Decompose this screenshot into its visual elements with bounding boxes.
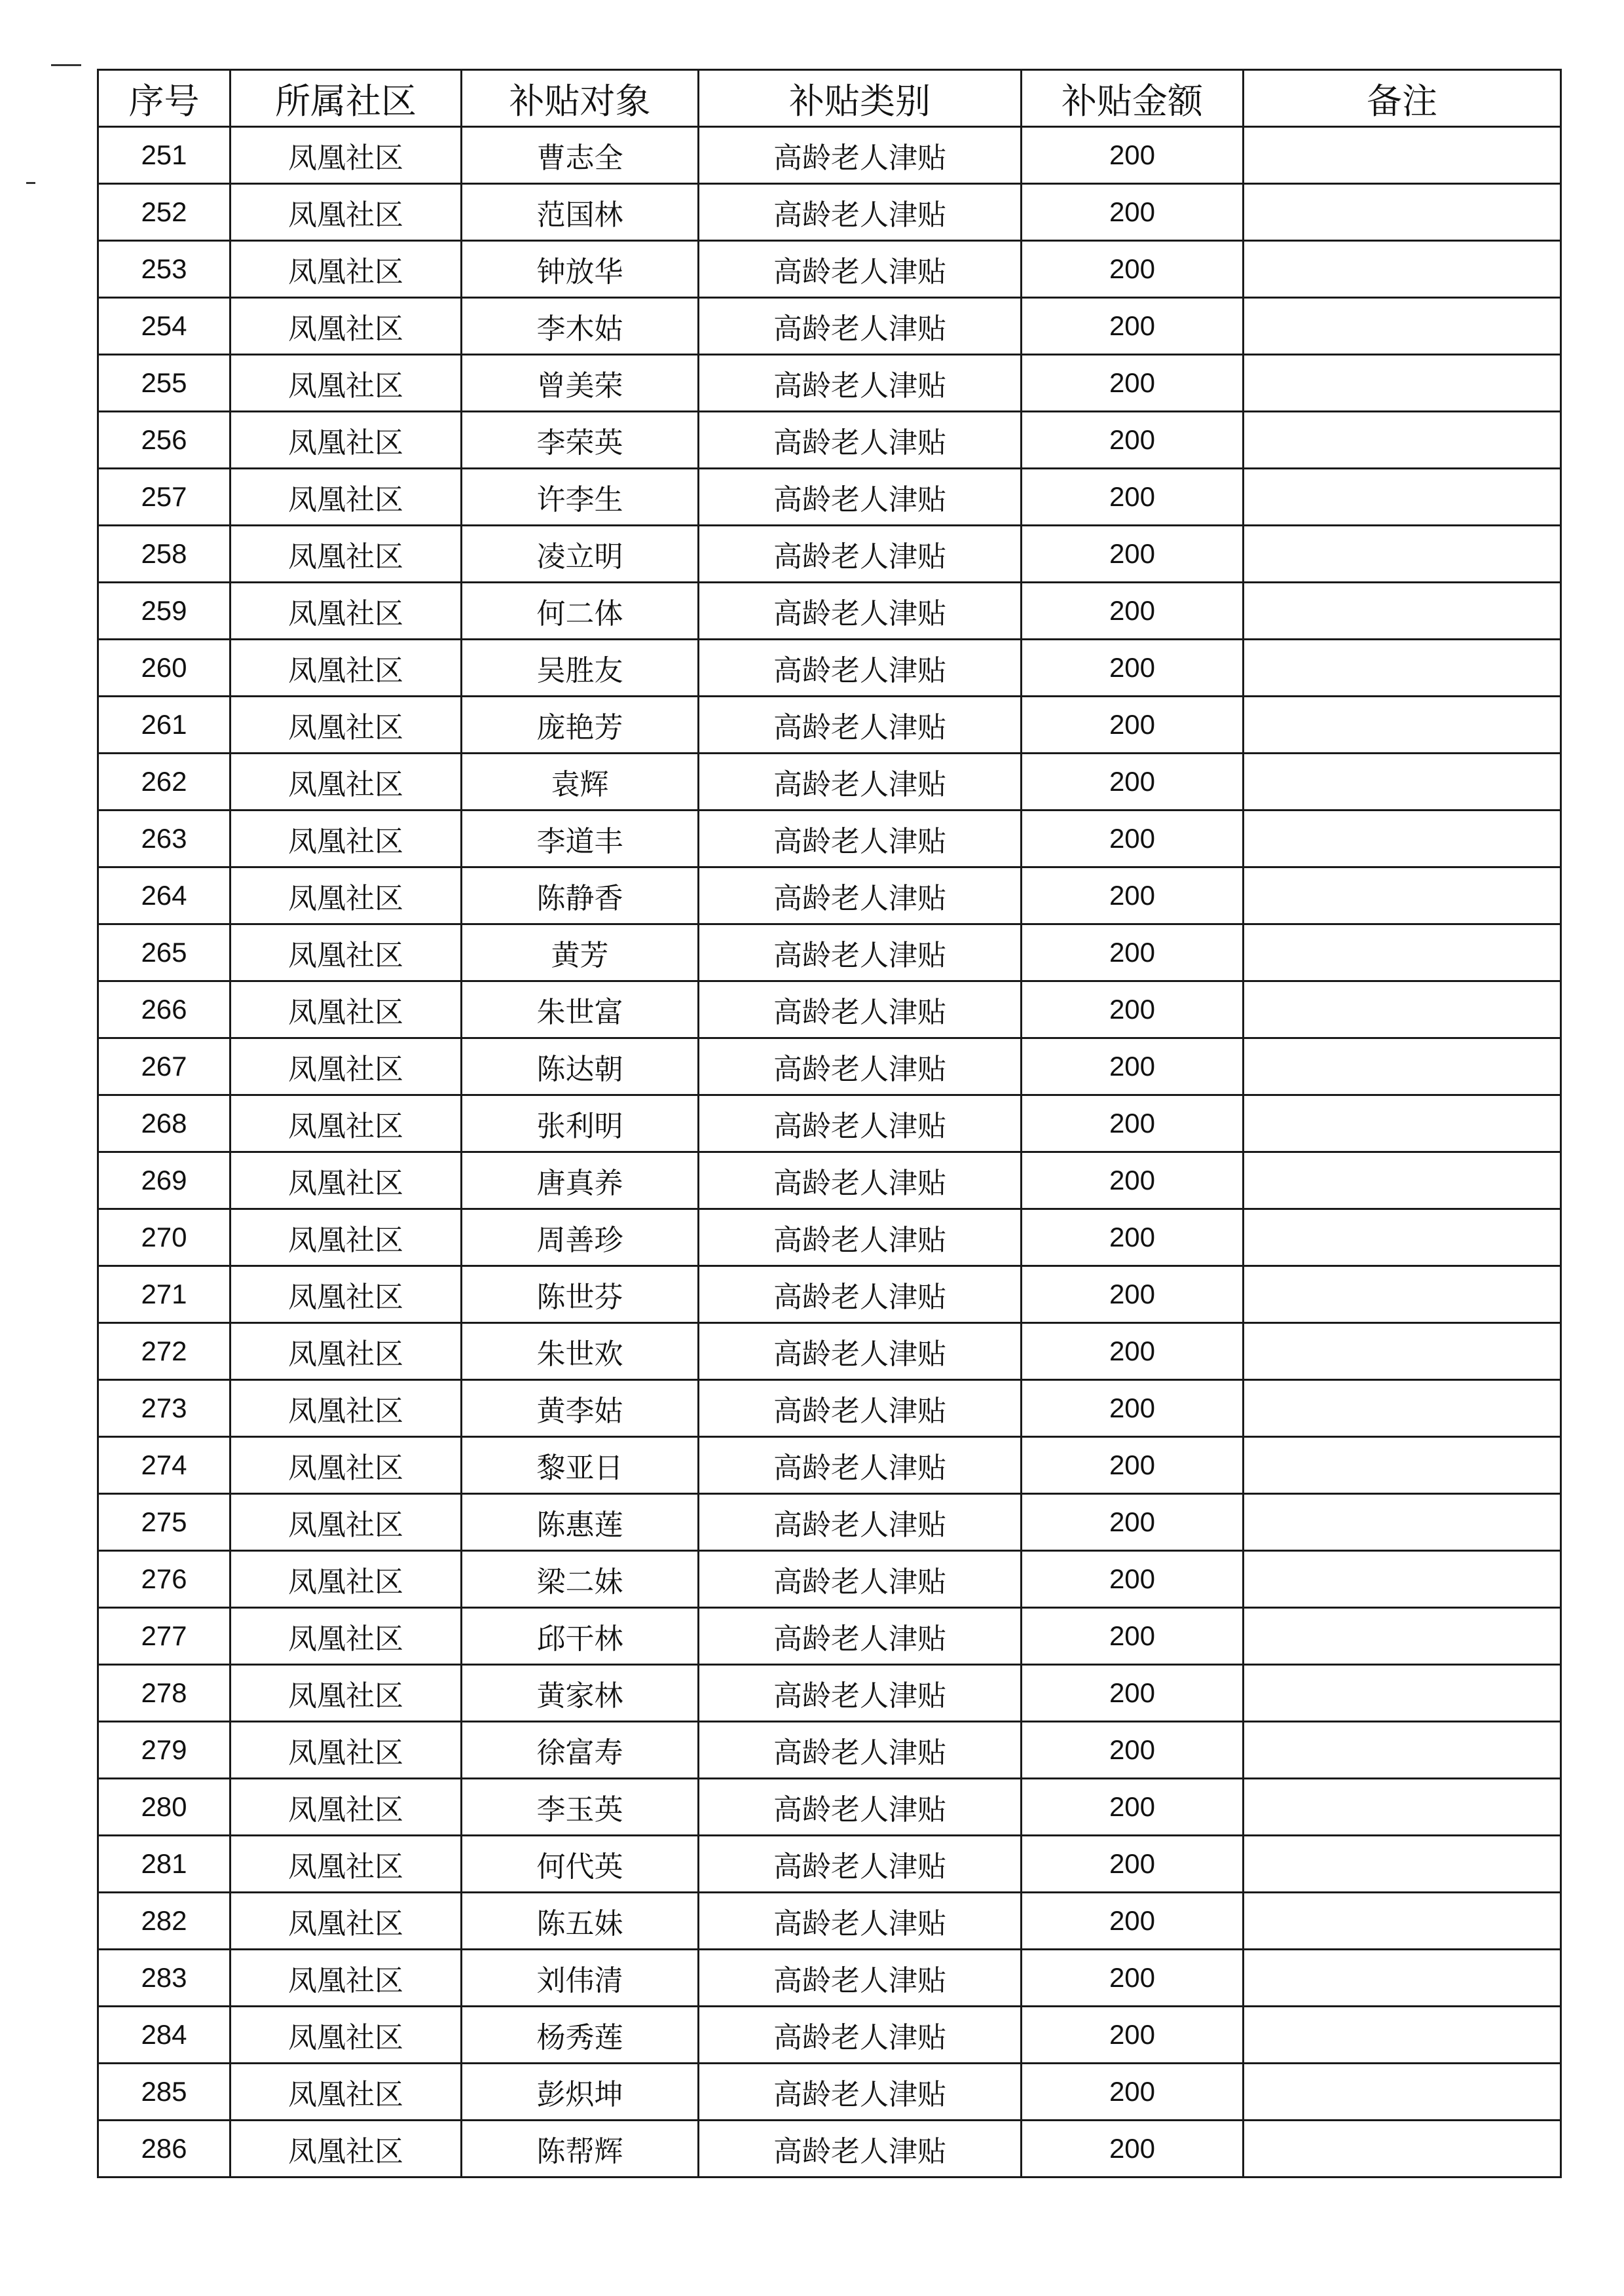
cell-recipient: 李荣英 xyxy=(462,412,699,469)
cell-remark xyxy=(1244,1893,1561,1950)
cell-index: 259 xyxy=(98,583,231,640)
cell-amount: 200 xyxy=(1022,1665,1244,1722)
cell-category: 高龄老人津贴 xyxy=(699,1722,1022,1779)
cell-remark xyxy=(1244,526,1561,583)
cell-community: 凤凰社区 xyxy=(231,1722,462,1779)
cell-index: 277 xyxy=(98,1608,231,1665)
cell-recipient: 陈达朝 xyxy=(462,1038,699,1095)
cell-community: 凤凰社区 xyxy=(231,1665,462,1722)
cell-amount: 200 xyxy=(1022,1095,1244,1152)
header-remark: 备注 xyxy=(1244,70,1561,127)
cell-community: 凤凰社区 xyxy=(231,1380,462,1437)
table-row xyxy=(98,1893,1561,1950)
cell-community: 凤凰社区 xyxy=(231,241,462,298)
cell-recipient: 黎亚日 xyxy=(462,1437,699,1494)
cell-community: 凤凰社区 xyxy=(231,355,462,412)
header-category: 补贴类别 xyxy=(699,70,1022,127)
cell-community: 凤凰社区 xyxy=(231,1323,462,1380)
cell-category: 高龄老人津贴 xyxy=(699,355,1022,412)
cell-remark xyxy=(1244,241,1561,298)
cell-remark xyxy=(1244,583,1561,640)
cell-amount: 200 xyxy=(1022,640,1244,697)
scan-mark xyxy=(51,64,81,66)
cell-index: 253 xyxy=(98,241,231,298)
cell-amount: 200 xyxy=(1022,1038,1244,1095)
cell-recipient: 凌立明 xyxy=(462,526,699,583)
cell-remark xyxy=(1244,1209,1561,1266)
cell-category: 高龄老人津贴 xyxy=(699,1551,1022,1608)
cell-remark xyxy=(1244,1608,1561,1665)
cell-amount: 200 xyxy=(1022,2007,1244,2064)
cell-remark xyxy=(1244,412,1561,469)
cell-amount: 200 xyxy=(1022,1893,1244,1950)
cell-category: 高龄老人津贴 xyxy=(699,184,1022,241)
cell-community: 凤凰社区 xyxy=(231,1437,462,1494)
table-row xyxy=(98,2121,1561,2178)
cell-amount: 200 xyxy=(1022,1608,1244,1665)
cell-remark xyxy=(1244,640,1561,697)
cell-amount: 200 xyxy=(1022,2064,1244,2121)
header-row xyxy=(98,70,1561,127)
cell-remark xyxy=(1244,924,1561,981)
cell-remark xyxy=(1244,298,1561,355)
cell-recipient: 许李生 xyxy=(462,469,699,526)
cell-recipient: 范国林 xyxy=(462,184,699,241)
cell-community: 凤凰社区 xyxy=(231,1209,462,1266)
cell-community: 凤凰社区 xyxy=(231,1152,462,1209)
cell-recipient: 李木姑 xyxy=(462,298,699,355)
cell-community: 凤凰社区 xyxy=(231,1608,462,1665)
cell-community: 凤凰社区 xyxy=(231,2007,462,2064)
cell-category: 高龄老人津贴 xyxy=(699,583,1022,640)
table-row xyxy=(98,1608,1561,1665)
cell-community: 凤凰社区 xyxy=(231,127,462,184)
cell-index: 270 xyxy=(98,1209,231,1266)
cell-recipient: 彭炽坤 xyxy=(462,2064,699,2121)
cell-index: 271 xyxy=(98,1266,231,1323)
cell-category: 高龄老人津贴 xyxy=(699,1608,1022,1665)
cell-community: 凤凰社区 xyxy=(231,867,462,924)
cell-amount: 200 xyxy=(1022,583,1244,640)
cell-category: 高龄老人津贴 xyxy=(699,1095,1022,1152)
cell-amount: 200 xyxy=(1022,981,1244,1038)
cell-recipient: 陈帮辉 xyxy=(462,2121,699,2178)
cell-recipient: 何代英 xyxy=(462,1836,699,1893)
cell-remark xyxy=(1244,2121,1561,2178)
cell-amount: 200 xyxy=(1022,1722,1244,1779)
cell-remark xyxy=(1244,1950,1561,2007)
cell-recipient: 朱世富 xyxy=(462,981,699,1038)
cell-community: 凤凰社区 xyxy=(231,526,462,583)
cell-category: 高龄老人津贴 xyxy=(699,811,1022,867)
cell-recipient: 黄家林 xyxy=(462,1665,699,1722)
table-row xyxy=(98,1722,1561,1779)
cell-category: 高龄老人津贴 xyxy=(699,127,1022,184)
cell-recipient: 邱干林 xyxy=(462,1608,699,1665)
cell-amount: 200 xyxy=(1022,1494,1244,1551)
cell-index: 279 xyxy=(98,1722,231,1779)
cell-category: 高龄老人津贴 xyxy=(699,1323,1022,1380)
header-community: 所属社区 xyxy=(231,70,462,127)
cell-index: 284 xyxy=(98,2007,231,2064)
cell-community: 凤凰社区 xyxy=(231,184,462,241)
cell-category: 高龄老人津贴 xyxy=(699,924,1022,981)
cell-amount: 200 xyxy=(1022,355,1244,412)
table-body xyxy=(98,127,1561,2178)
cell-community: 凤凰社区 xyxy=(231,924,462,981)
cell-index: 254 xyxy=(98,298,231,355)
table-row xyxy=(98,2064,1561,2121)
subsidy-table xyxy=(97,69,1562,2178)
cell-index: 269 xyxy=(98,1152,231,1209)
cell-index: 275 xyxy=(98,1494,231,1551)
cell-category: 高龄老人津贴 xyxy=(699,1266,1022,1323)
cell-remark xyxy=(1244,355,1561,412)
cell-community: 凤凰社区 xyxy=(231,298,462,355)
cell-index: 276 xyxy=(98,1551,231,1608)
table-row xyxy=(98,526,1561,583)
cell-amount: 200 xyxy=(1022,924,1244,981)
cell-remark xyxy=(1244,811,1561,867)
cell-category: 高龄老人津贴 xyxy=(699,1893,1022,1950)
cell-community: 凤凰社区 xyxy=(231,469,462,526)
cell-recipient: 陈静香 xyxy=(462,867,699,924)
cell-category: 高龄老人津贴 xyxy=(699,1665,1022,1722)
cell-amount: 200 xyxy=(1022,1266,1244,1323)
cell-remark xyxy=(1244,697,1561,754)
cell-community: 凤凰社区 xyxy=(231,1095,462,1152)
cell-recipient: 陈惠莲 xyxy=(462,1494,699,1551)
cell-remark xyxy=(1244,981,1561,1038)
cell-amount: 200 xyxy=(1022,1209,1244,1266)
cell-category: 高龄老人津贴 xyxy=(699,981,1022,1038)
cell-amount: 200 xyxy=(1022,526,1244,583)
cell-index: 264 xyxy=(98,867,231,924)
table-row xyxy=(98,241,1561,298)
cell-category: 高龄老人津贴 xyxy=(699,241,1022,298)
table-row xyxy=(98,412,1561,469)
cell-community: 凤凰社区 xyxy=(231,1551,462,1608)
cell-community: 凤凰社区 xyxy=(231,697,462,754)
cell-remark xyxy=(1244,1095,1561,1152)
table-row xyxy=(98,298,1561,355)
cell-remark xyxy=(1244,184,1561,241)
table-row xyxy=(98,811,1561,867)
cell-amount: 200 xyxy=(1022,1152,1244,1209)
cell-category: 高龄老人津贴 xyxy=(699,1209,1022,1266)
cell-amount: 200 xyxy=(1022,867,1244,924)
cell-amount: 200 xyxy=(1022,469,1244,526)
cell-remark xyxy=(1244,469,1561,526)
cell-remark xyxy=(1244,1380,1561,1437)
table-row xyxy=(98,1095,1561,1152)
cell-community: 凤凰社区 xyxy=(231,1266,462,1323)
cell-community: 凤凰社区 xyxy=(231,2121,462,2178)
cell-remark xyxy=(1244,1722,1561,1779)
header-index: 序号 xyxy=(98,70,231,127)
cell-amount: 200 xyxy=(1022,241,1244,298)
cell-amount: 200 xyxy=(1022,1836,1244,1893)
table-row xyxy=(98,1038,1561,1095)
cell-remark xyxy=(1244,1038,1561,1095)
cell-community: 凤凰社区 xyxy=(231,1950,462,2007)
table-row xyxy=(98,2007,1561,2064)
cell-category: 高龄老人津贴 xyxy=(699,412,1022,469)
cell-amount: 200 xyxy=(1022,697,1244,754)
table-row xyxy=(98,1266,1561,1323)
cell-recipient: 陈世芬 xyxy=(462,1266,699,1323)
table-row xyxy=(98,1665,1561,1722)
cell-recipient: 庞艳芳 xyxy=(462,697,699,754)
cell-remark xyxy=(1244,1836,1561,1893)
table-row xyxy=(98,1152,1561,1209)
table-row xyxy=(98,1494,1561,1551)
cell-index: 283 xyxy=(98,1950,231,2007)
cell-category: 高龄老人津贴 xyxy=(699,2121,1022,2178)
cell-index: 255 xyxy=(98,355,231,412)
cell-recipient: 黄李姑 xyxy=(462,1380,699,1437)
cell-index: 267 xyxy=(98,1038,231,1095)
cell-amount: 200 xyxy=(1022,811,1244,867)
cell-remark xyxy=(1244,1551,1561,1608)
cell-community: 凤凰社区 xyxy=(231,1779,462,1836)
cell-recipient: 吴胜友 xyxy=(462,640,699,697)
cell-category: 高龄老人津贴 xyxy=(699,1038,1022,1095)
header-amount: 补贴金额 xyxy=(1022,70,1244,127)
cell-index: 282 xyxy=(98,1893,231,1950)
table-row xyxy=(98,1323,1561,1380)
cell-community: 凤凰社区 xyxy=(231,1494,462,1551)
table-row xyxy=(98,1551,1561,1608)
cell-amount: 200 xyxy=(1022,127,1244,184)
header-recipient: 补贴对象 xyxy=(462,70,699,127)
cell-category: 高龄老人津贴 xyxy=(699,1380,1022,1437)
table-row xyxy=(98,1209,1561,1266)
cell-community: 凤凰社区 xyxy=(231,1836,462,1893)
cell-index: 262 xyxy=(98,754,231,811)
cell-remark xyxy=(1244,1152,1561,1209)
table-row xyxy=(98,1836,1561,1893)
cell-index: 281 xyxy=(98,1836,231,1893)
cell-community: 凤凰社区 xyxy=(231,981,462,1038)
cell-recipient: 唐真养 xyxy=(462,1152,699,1209)
table-row xyxy=(98,924,1561,981)
cell-index: 273 xyxy=(98,1380,231,1437)
cell-recipient: 杨秀莲 xyxy=(462,2007,699,2064)
cell-amount: 200 xyxy=(1022,754,1244,811)
cell-recipient: 李道丰 xyxy=(462,811,699,867)
cell-community: 凤凰社区 xyxy=(231,811,462,867)
cell-index: 252 xyxy=(98,184,231,241)
table-row xyxy=(98,127,1561,184)
table-row xyxy=(98,867,1561,924)
cell-category: 高龄老人津贴 xyxy=(699,2007,1022,2064)
cell-remark xyxy=(1244,1437,1561,1494)
cell-index: 251 xyxy=(98,127,231,184)
cell-recipient: 李玉英 xyxy=(462,1779,699,1836)
cell-community: 凤凰社区 xyxy=(231,583,462,640)
cell-index: 263 xyxy=(98,811,231,867)
cell-recipient: 曹志全 xyxy=(462,127,699,184)
cell-remark xyxy=(1244,1323,1561,1380)
cell-amount: 200 xyxy=(1022,1437,1244,1494)
table-row xyxy=(98,469,1561,526)
cell-category: 高龄老人津贴 xyxy=(699,1437,1022,1494)
cell-community: 凤凰社区 xyxy=(231,640,462,697)
cell-index: 258 xyxy=(98,526,231,583)
table-row xyxy=(98,184,1561,241)
cell-category: 高龄老人津贴 xyxy=(699,697,1022,754)
cell-amount: 200 xyxy=(1022,1380,1244,1437)
cell-remark xyxy=(1244,1665,1561,1722)
cell-remark xyxy=(1244,1779,1561,1836)
cell-community: 凤凰社区 xyxy=(231,2064,462,2121)
cell-community: 凤凰社区 xyxy=(231,1038,462,1095)
cell-index: 265 xyxy=(98,924,231,981)
cell-remark xyxy=(1244,127,1561,184)
cell-index: 257 xyxy=(98,469,231,526)
cell-index: 260 xyxy=(98,640,231,697)
cell-index: 256 xyxy=(98,412,231,469)
cell-recipient: 刘伟清 xyxy=(462,1950,699,2007)
cell-category: 高龄老人津贴 xyxy=(699,754,1022,811)
cell-recipient: 梁二妹 xyxy=(462,1551,699,1608)
cell-index: 272 xyxy=(98,1323,231,1380)
scan-mark xyxy=(26,182,35,184)
table-row xyxy=(98,754,1561,811)
cell-index: 278 xyxy=(98,1665,231,1722)
cell-community: 凤凰社区 xyxy=(231,1893,462,1950)
cell-category: 高龄老人津贴 xyxy=(699,1494,1022,1551)
cell-index: 285 xyxy=(98,2064,231,2121)
cell-recipient: 陈五妹 xyxy=(462,1893,699,1950)
cell-remark xyxy=(1244,1494,1561,1551)
cell-category: 高龄老人津贴 xyxy=(699,2064,1022,2121)
cell-category: 高龄老人津贴 xyxy=(699,1836,1022,1893)
cell-index: 274 xyxy=(98,1437,231,1494)
cell-community: 凤凰社区 xyxy=(231,754,462,811)
cell-category: 高龄老人津贴 xyxy=(699,526,1022,583)
cell-index: 261 xyxy=(98,697,231,754)
cell-remark xyxy=(1244,1266,1561,1323)
cell-index: 280 xyxy=(98,1779,231,1836)
cell-community: 凤凰社区 xyxy=(231,412,462,469)
cell-category: 高龄老人津贴 xyxy=(699,1950,1022,2007)
cell-index: 286 xyxy=(98,2121,231,2178)
cell-amount: 200 xyxy=(1022,1950,1244,2007)
cell-remark xyxy=(1244,867,1561,924)
cell-amount: 200 xyxy=(1022,184,1244,241)
cell-amount: 200 xyxy=(1022,1551,1244,1608)
cell-recipient: 张利明 xyxy=(462,1095,699,1152)
cell-index: 266 xyxy=(98,981,231,1038)
cell-recipient: 曾美荣 xyxy=(462,355,699,412)
table-row xyxy=(98,697,1561,754)
table-row xyxy=(98,355,1561,412)
cell-amount: 200 xyxy=(1022,1323,1244,1380)
cell-recipient: 钟放华 xyxy=(462,241,699,298)
cell-amount: 200 xyxy=(1022,2121,1244,2178)
cell-amount: 200 xyxy=(1022,298,1244,355)
table-row xyxy=(98,1950,1561,2007)
table-row xyxy=(98,1380,1561,1437)
table-header xyxy=(98,70,1561,127)
cell-recipient: 周善珍 xyxy=(462,1209,699,1266)
table-row xyxy=(98,1779,1561,1836)
table-row xyxy=(98,981,1561,1038)
cell-remark xyxy=(1244,2007,1561,2064)
cell-category: 高龄老人津贴 xyxy=(699,867,1022,924)
cell-recipient: 徐富寿 xyxy=(462,1722,699,1779)
cell-recipient: 黄芳 xyxy=(462,924,699,981)
table-row xyxy=(98,1437,1561,1494)
cell-recipient: 朱世欢 xyxy=(462,1323,699,1380)
cell-amount: 200 xyxy=(1022,1779,1244,1836)
cell-category: 高龄老人津贴 xyxy=(699,469,1022,526)
table-row xyxy=(98,640,1561,697)
cell-category: 高龄老人津贴 xyxy=(699,1779,1022,1836)
cell-index: 268 xyxy=(98,1095,231,1152)
cell-amount: 200 xyxy=(1022,412,1244,469)
cell-remark xyxy=(1244,754,1561,811)
table-row xyxy=(98,583,1561,640)
cell-category: 高龄老人津贴 xyxy=(699,1152,1022,1209)
cell-recipient: 何二体 xyxy=(462,583,699,640)
cell-category: 高龄老人津贴 xyxy=(699,640,1022,697)
cell-category: 高龄老人津贴 xyxy=(699,298,1022,355)
cell-remark xyxy=(1244,2064,1561,2121)
cell-recipient: 袁辉 xyxy=(462,754,699,811)
